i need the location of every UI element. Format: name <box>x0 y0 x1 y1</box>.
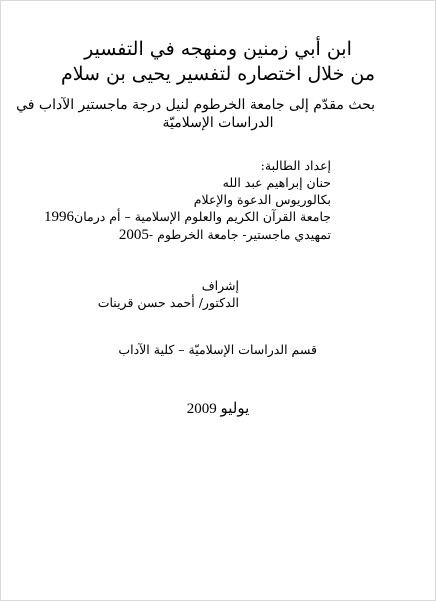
student-prelim <box>81 226 331 244</box>
student-name: حنان إبراهيم عبد الله <box>222 175 331 190</box>
thesis-title-line-2: من خلال اختصاره لتفسير يحيى بن سلام <box>60 63 376 85</box>
department-line: قسم الدراسات الإسلاميّة – كلية الآداب <box>118 342 317 357</box>
thesis-subtitle-line-2: الدراسات الإسلاميّة <box>162 115 274 131</box>
student-university <box>44 208 331 226</box>
prelim-text: تمهيدي ماجستير- جامعة الخرطوم - <box>148 227 331 242</box>
date-year: 2009 <box>186 401 217 417</box>
date-month: يوليو <box>220 401 250 417</box>
thesis-subtitle <box>1 96 435 132</box>
university-year: 1996 <box>44 209 75 225</box>
thesis-title-line-1: ابن أبي زمنين ومنهجه في التفسير <box>84 38 352 60</box>
preparation-section <box>44 157 331 244</box>
student-degree: بكالوريوس الدعوة والإعلام <box>193 192 331 207</box>
supervisor-name: الدكتور/ أحمد حسن قرينات <box>97 295 239 310</box>
university-text: جامعة القرآن الكريم والعلوم الإسلامية – أم درمان <box>74 209 331 224</box>
thesis-subtitle-line-1: بحث مقدّم إلى جامعة الخرطوم لنيل درجة ماجستير الآداب في <box>16 97 375 113</box>
thesis-title <box>1 37 435 87</box>
prelim-year: 2005 <box>118 227 149 243</box>
preparation-heading: إعداد الطالبة: <box>260 158 331 173</box>
supervision-heading: إشراف <box>201 278 239 293</box>
submission-date <box>1 399 435 419</box>
supervision-section <box>97 277 239 311</box>
